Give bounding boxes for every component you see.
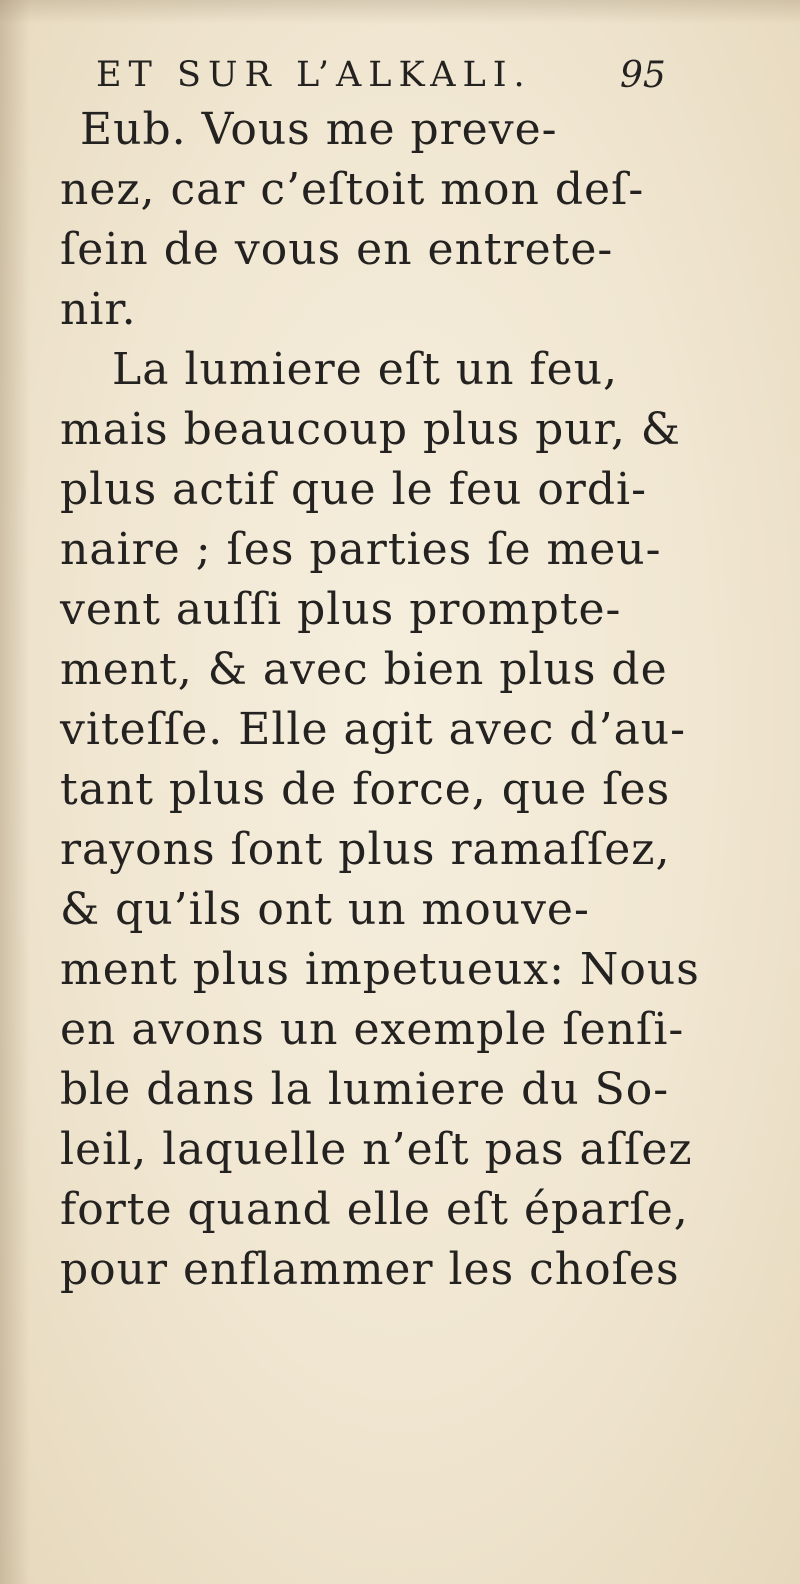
text-line: nir.	[60, 284, 137, 335]
text-line: tant plus de force, que ſes	[60, 764, 671, 815]
text-line: forte quand elle eſt éparſe,	[60, 1184, 689, 1235]
text-line: mais beaucoup plus pur, &	[60, 404, 681, 455]
body-text	[60, 100, 760, 1300]
text-line: ble dans la lumiere du So-	[60, 1064, 670, 1115]
text-line: ſein de vous en entrete-	[60, 224, 614, 275]
text-line: nez, car c’eſtoit mon deſ-	[60, 164, 645, 215]
text-line: leil, laquelle n’eſt pas aſſez	[60, 1124, 693, 1175]
text-line: viteſſe. Elle agit avec d’au-	[60, 704, 687, 755]
text-line: Eub. Vous me preve-	[80, 104, 558, 155]
text-line: ment, & avec bien plus de	[60, 644, 668, 695]
page-number: 95	[620, 55, 666, 96]
text-line: La lumiere eſt un feu,	[112, 344, 619, 395]
text-line: & qu’ils ont un mouve-	[60, 884, 590, 935]
text-line: pour enflammer les choſes	[60, 1244, 680, 1295]
running-head: ET SUR L’ALKALI.	[96, 55, 532, 95]
text-line: en avons un exemple ſenſi-	[60, 1004, 685, 1055]
page-header	[0, 55, 800, 95]
text-line: vent auſſi plus prompte-	[60, 584, 622, 635]
text-line: plus actif que le feu ordi-	[60, 464, 647, 515]
text-line: rayons ſont plus ramaſſez,	[60, 824, 671, 875]
text-line: naire ; ſes parties ſe meu-	[60, 524, 662, 575]
text-line: ment plus impetueux: Nous	[60, 944, 700, 995]
